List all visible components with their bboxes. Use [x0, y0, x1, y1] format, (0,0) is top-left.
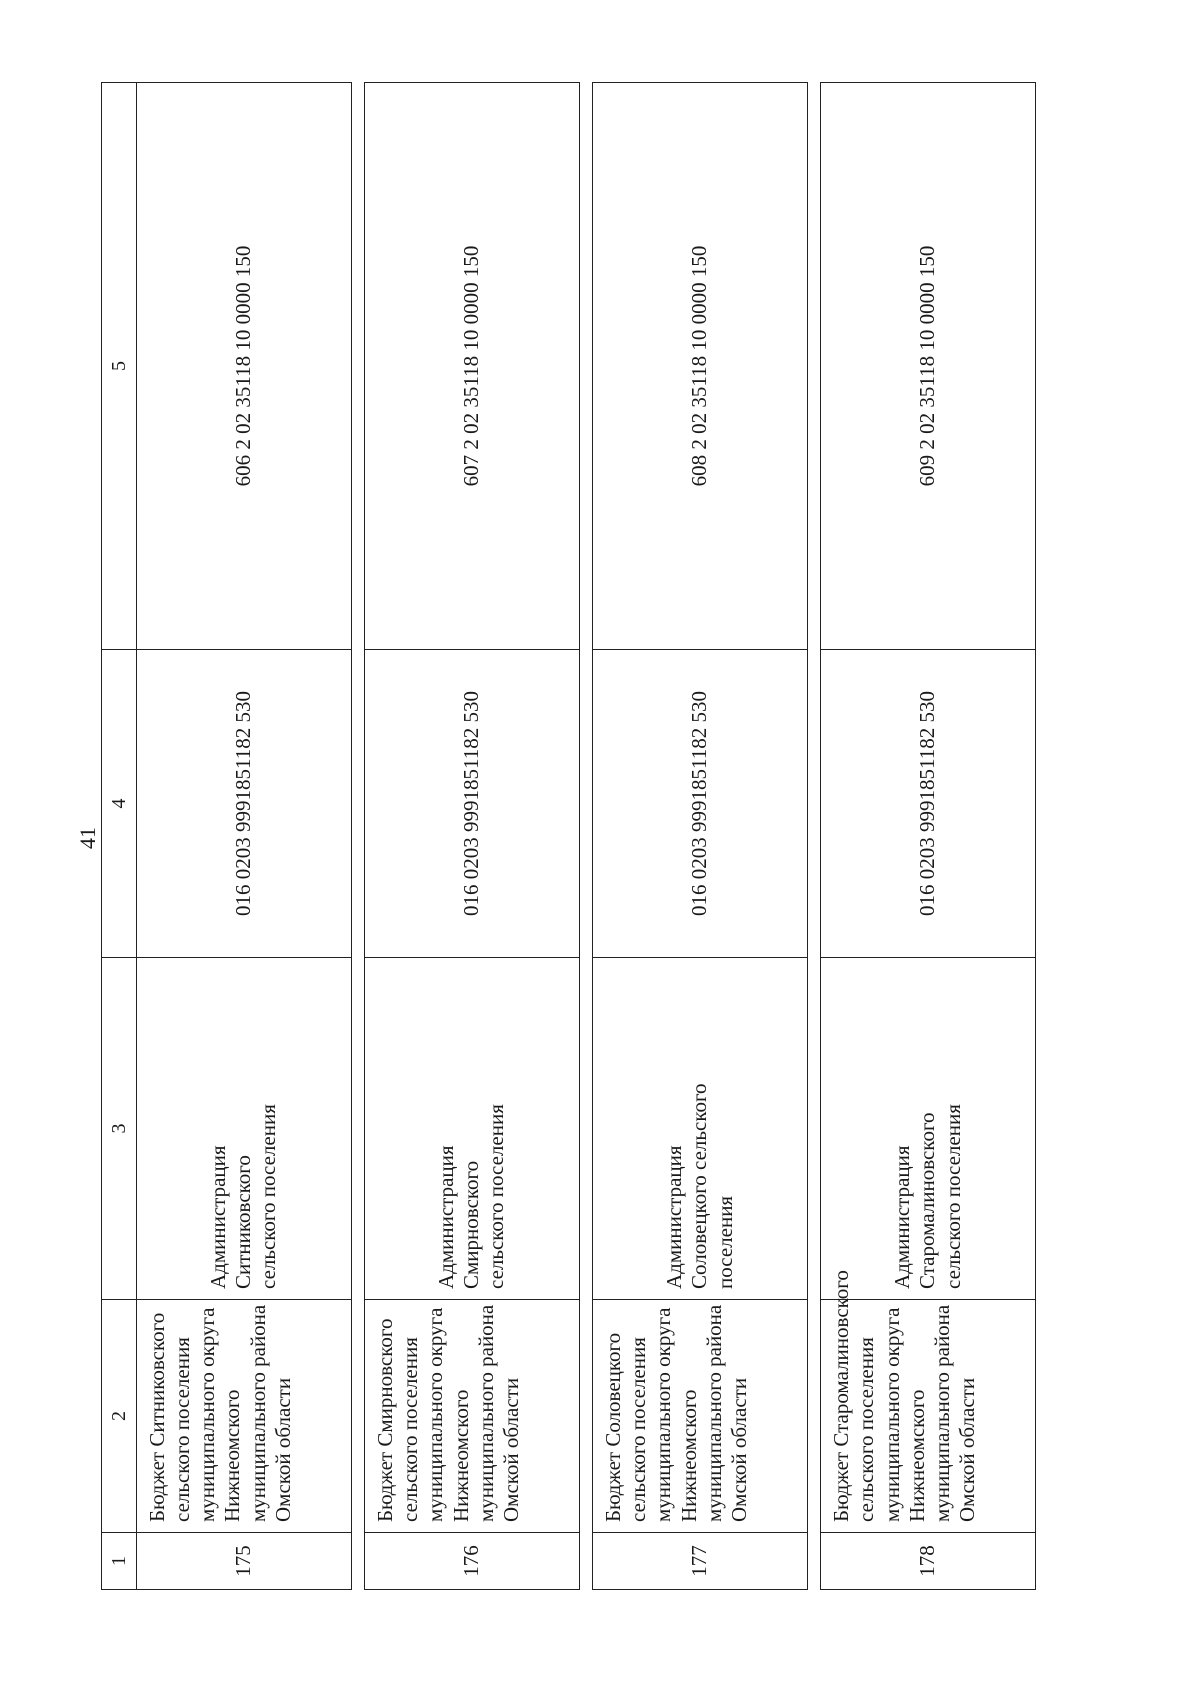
- administrator-line: Администрация: [206, 1145, 230, 1289]
- budget-table: [101, 82, 1036, 1590]
- administrator-line: сельского поселения: [940, 1104, 965, 1289]
- administrator-line: Старомалиновского: [915, 1112, 940, 1289]
- expense-code-cell: 016 0203 9991851182 530: [593, 650, 808, 958]
- budget-name-line: Бюджет Старомалиновского: [829, 1270, 854, 1522]
- administrator-line: поселения: [712, 1195, 737, 1289]
- budget-name-line: муниципального района: [245, 1304, 270, 1522]
- administrator-line: сельского поселения: [256, 1104, 281, 1289]
- budget-name-line: муниципального округа: [879, 1307, 904, 1522]
- table-body: [102, 83, 1036, 1590]
- header-cell-1: 1: [102, 1533, 137, 1590]
- budget-name-line: сельского поселения: [854, 1337, 879, 1522]
- expense-code-cell: 016 0203 9991851182 530: [136, 650, 351, 958]
- header-row: [102, 83, 137, 1590]
- administrator-line: Смирновского: [459, 1160, 484, 1289]
- revenue-code-cell: 609 2 02 35118 10 0000 150: [821, 83, 1036, 650]
- row-number-cell: 177: [593, 1533, 808, 1590]
- table-row: [593, 83, 808, 1590]
- header-cell-2: 2: [102, 1300, 137, 1533]
- administrator-cell: [821, 958, 1036, 1300]
- administrator-line: Администрация: [890, 1145, 915, 1289]
- budget-name-line: муниципального округа: [423, 1307, 448, 1522]
- revenue-code-cell: 606 2 02 35118 10 0000 150: [136, 83, 351, 650]
- expense-code-cell: 016 0203 9991851182 530: [821, 650, 1036, 958]
- header-cell-3: 3: [102, 958, 137, 1300]
- administrator-cell: [136, 958, 351, 1300]
- budget-name-line: муниципального района: [473, 1304, 498, 1522]
- budget-name-cell: [821, 1270, 1036, 1533]
- row-separator: [351, 83, 364, 1590]
- administrator-cell: [593, 958, 808, 1300]
- budget-name-line: Бюджет Ситниковского: [144, 1312, 169, 1522]
- administrator-line: сельского поселения: [484, 1104, 509, 1289]
- rotated-table-container: [101, 83, 1036, 1590]
- administrator-line: Соловецкого сельского: [687, 1083, 712, 1289]
- header-cell-5: 5: [102, 83, 137, 650]
- budget-name-line: Нижнеомского: [904, 1389, 929, 1522]
- table-row: [136, 83, 351, 1590]
- revenue-code-cell: 607 2 02 35118 10 0000 150: [365, 83, 580, 650]
- page-number: 41: [75, 827, 100, 849]
- budget-name-line: муниципального района: [929, 1304, 954, 1522]
- expense-code-cell: 016 0203 9991851182 530: [365, 650, 580, 958]
- budget-name-line: муниципального округа: [651, 1307, 676, 1522]
- budget-name-cell: [136, 1300, 351, 1533]
- budget-name-cell: [593, 1300, 808, 1533]
- budget-name-line: сельского поселения: [398, 1337, 423, 1522]
- budget-name-line: Омской области: [955, 1377, 980, 1522]
- table-row: [365, 83, 580, 1590]
- budget-name-line: сельского поселения: [170, 1337, 195, 1522]
- budget-name-line: Нижнеомского: [220, 1389, 245, 1522]
- administrator-cell: [365, 958, 580, 1300]
- budget-name-line: муниципального района: [701, 1304, 726, 1522]
- row-separator-cell: [807, 83, 820, 1590]
- budget-name-line: Нижнеомского: [676, 1389, 701, 1522]
- budget-name-line: Бюджет Соловецкого: [601, 1332, 626, 1522]
- budget-name-line: Омской области: [727, 1377, 752, 1522]
- budget-name-line: муниципального округа: [195, 1307, 220, 1522]
- budget-name-line: Омской области: [270, 1377, 295, 1522]
- budget-name-cell: [365, 1300, 580, 1533]
- budget-name-line: Нижнеомского: [448, 1389, 473, 1522]
- revenue-code-cell: 608 2 02 35118 10 0000 150: [593, 83, 808, 650]
- budget-name-line: Омской области: [498, 1377, 523, 1522]
- table-row: [821, 83, 1036, 1590]
- row-separator-cell: [579, 83, 592, 1590]
- row-number-cell: 175: [136, 1533, 351, 1590]
- administrator-line: Администрация: [434, 1145, 459, 1289]
- row-separator-cell: [351, 83, 364, 1590]
- row-number-cell: 178: [821, 1533, 1036, 1590]
- administrator-line: Администрация: [662, 1145, 687, 1289]
- row-separator: [807, 83, 820, 1590]
- header-cell-4: 4: [102, 650, 137, 958]
- row-separator: [579, 83, 592, 1590]
- budget-name-line: Бюджет Смирновского: [373, 1318, 397, 1522]
- administrator-line: Ситниковского: [231, 1155, 256, 1289]
- row-number-cell: 176: [365, 1533, 580, 1590]
- budget-name-line: сельского поселения: [626, 1337, 651, 1522]
